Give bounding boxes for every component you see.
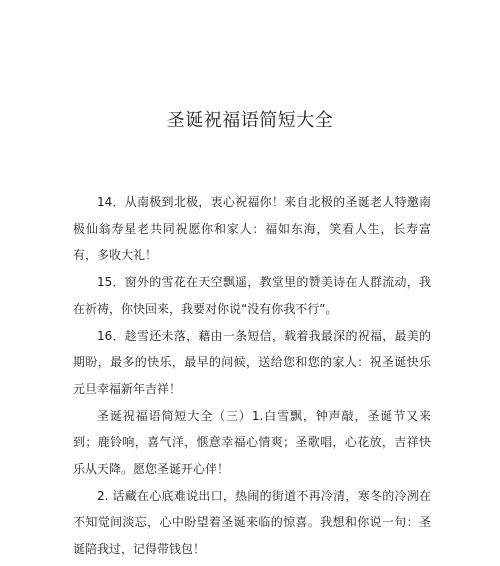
paragraph-2: 2. 话藏在心底难说出口，热闹的街道不再冷清，寒冬的冷冽在不知觉间淡忘，心中盼望着圣诞来临的惊喜。我想和你说一句：圣诞陪我过，记得带钱包！ — [73, 488, 431, 557]
paragraph-14: 14．从南极到北极，衷心祝福你！来自北极的圣诞老人特邀南极仙翁寿星老共同祝愿你和家人：福如东海，笑看人生，长寿富有，多收大礼！ — [73, 195, 431, 263]
paragraph-16: 16．趁雪还未落，藉由一条短信，载着我最深的祝福，最美的期盼，最多的快乐，最早的问候，送给您和您的家人：祝圣诞快乐元旦幸福新年吉祥！ — [73, 328, 431, 396]
document-title: 圣诞祝福语简短大全 — [166, 110, 334, 131]
document-body — [73, 189, 431, 563]
paragraph-section-three: 圣诞祝福语简短大全（三）1.白雪飘，钟声敲，圣诞节又来到；鹿铃响，喜气洋，惬意幸福心情爽；圣歌唱，心花放，吉祥快乐从天降。愿您圣诞开心伴！ — [73, 408, 431, 477]
paragraph-15: 15．窗外的雪花在天空飘遥，教堂里的赞美诗在人群流动，我在祈祷，你快回来，我要对你说“没有你我不行”。 — [73, 275, 431, 316]
